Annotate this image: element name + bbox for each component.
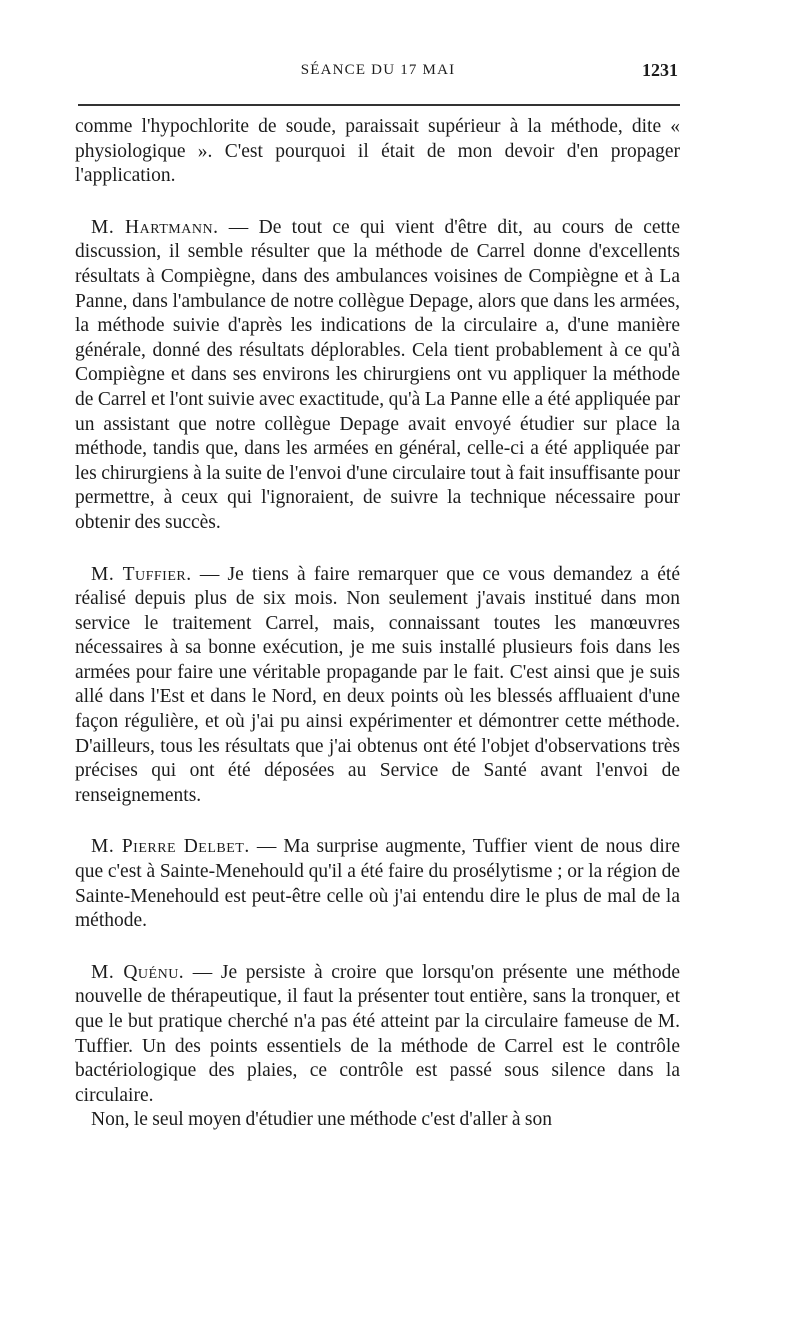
speaker-name: M. Quénu. (91, 961, 185, 983)
speaker-name: M. Tuffier. (91, 563, 192, 585)
page-header (78, 58, 678, 98)
paragraph-text: — Ma surprise augmente, Tuffier vient de nous dire que c'est à Sainte-Menehould qu'il a été faire du prosélytisme ; or la région de Sainte-Menehould est peut-être celle où j'ai entendu dire le plus de mal de la méthode. (75, 836, 680, 932)
paragraph-text: Non, le seul moyen d'étudier une méthode c'est d'aller à son (91, 1109, 552, 1131)
speaker-name: M. Pierre Delbet. (91, 836, 250, 858)
paragraph-hartmann (75, 216, 680, 536)
paragraph-text: — Je persiste à croire que lorsqu'on présente une méthode nouvelle de thérapeutique, il faut la présenter tout entière, sans la tronquer, et que le but pratique cherché n'a pas été atteint par la circulaire fameuse de M. Tuffier. Un des points essentiels de la méthode de Carrel est le contrôle bactériologique des plaies, ce contrôle est passé sous silence dans la circulaire. (75, 961, 680, 1106)
header-rule (78, 104, 680, 106)
running-title: SÉANCE DU 17 MAI (300, 62, 456, 78)
paragraph-text: — Je tiens à faire remarquer que ce vous demandez a été réalisé depuis plus de six mois. Non seulement j'avais institué dans mon service le traitement Carrel, mais, connaissant toutes les manœuvres nécessaires à sa bonne exécution, je me suis installé plusieurs fois dans les armées pour faire une véritable propagande par le fait. C'est ainsi que je suis allé dans l'Est et dans le Nord, en deux points où les blessés affluaient d'une façon régulière, et où j'ai pu ainsi expérimenter et démontrer cette méthode. D'ailleurs, tous les résultats que j'ai obtenus ont été l'objet d'observations très précises qui ont été déposées au Service de Santé avant l'envoi de renseignements. (75, 563, 681, 806)
paragraph-text: comme l'hypochlorite de soude, paraissait supérieur à la méthode, dite « physiologique ». C'est pourquoi il était de mon devoir d'en propager l'application. (75, 116, 680, 187)
paragraph-text: — De tout ce qui vient d'être dit, au cours de cette discussion, il semble résulter que la méthode de Carrel donne d'excellents résultats à Compiègne, dans des ambulances voisines de Compiègne et à La Panne, dans l'ambulance de notre collègue Depage, alors que dans les armées, la méthode suivie d'après les indications de la circulaire a, d'une manière générale, donné des résultats déplorables. Cela tient probablement à ce qu'à Compiègne et dans ses environs les chirurgiens ont vu appliquer la méthode de Carrel et l'ont suivie avec exactitude, qu'à La Panne elle a été appliquée par un assistant que notre collègue Depage avait envoyé étudier sur place la méthode, tandis que, dans les armées en général, celle-ci a été appliquée par les chirurgiens à la suite de l'envoi d'une circulaire tout à fait insuffisante pour permettre, à ceux qui l'ignoraient, de suivre la technique nécessaire pour obtenir des succès. (75, 216, 681, 533)
paragraph-delbet (75, 835, 680, 933)
document-body (75, 115, 680, 1133)
paragraph-tuffier (75, 563, 680, 809)
page-number: 1231 (642, 60, 678, 80)
paragraph-quenu-continued (75, 1108, 680, 1133)
paragraph-continuation (75, 115, 680, 189)
paragraph-quenu (75, 961, 680, 1109)
speaker-name: M. Hartmann. (91, 216, 219, 238)
